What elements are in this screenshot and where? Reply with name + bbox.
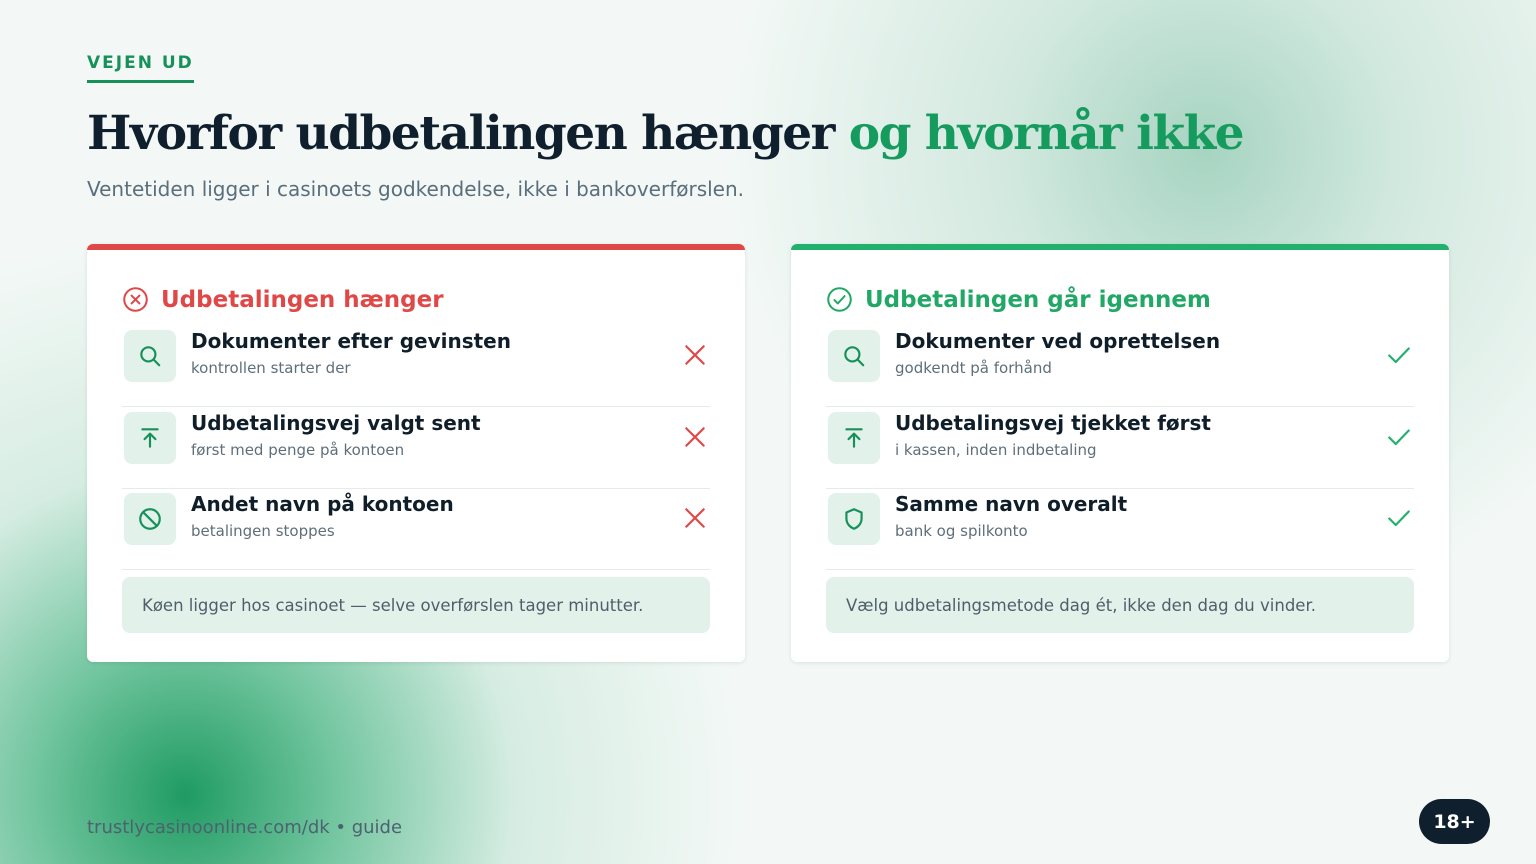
item-title: Udbetalingsvej tjekket først [895,411,1211,435]
footer-source: trustlycasinoonline.com/dk • guide [87,817,403,838]
check-icon [1386,424,1412,450]
search-icon [137,343,163,369]
shield-icon [841,506,867,532]
page-title [87,106,1243,161]
card-title-through [826,286,1211,313]
list-item [122,408,710,489]
item-title: Udbetalingsvej valgt sent [191,411,481,435]
card-note: Køen ligger hos casinoet — selve overførslen tager minutter. [122,577,710,633]
card-payout-through [791,244,1449,662]
cross-icon [682,424,708,450]
card-title-stuck [122,286,444,313]
item-subtitle: godkendt på forhånd [895,359,1052,377]
check-circle-icon [826,286,853,313]
item-title: Andet navn på kontoen [191,492,454,516]
card-note: Vælg udbetalingsmetode dag ét, ikke den dag du vinder. [826,577,1414,633]
page-subtitle: Ventetiden ligger i casinoets godkendelse, ikke i bankoverførslen. [87,177,745,201]
x-circle-icon [122,286,149,313]
page-title-accent: og hvornår ikke [848,106,1244,161]
section-eyebrow: VEJEN UD [87,53,194,83]
item-subtitle: betalingen stoppes [191,522,335,540]
item-subtitle: i kassen, inden indbetaling [895,441,1097,459]
list-item [826,326,1414,407]
list-item [122,489,710,570]
search-icon [841,343,867,369]
page-title-main: Hvorfor udbetalingen hænger [87,106,849,161]
cross-icon [682,505,708,531]
card-payout-stuck [87,244,745,662]
item-subtitle: først med penge på kontoen [191,441,405,459]
list-item [826,489,1414,570]
list-item [122,326,710,407]
cross-icon [682,342,708,368]
ban-icon [137,506,163,532]
upload-arrow-icon [137,425,163,451]
card-title-label: Udbetalingen hænger [161,286,444,313]
age-badge: 18+ [1419,799,1490,844]
upload-arrow-icon [841,425,867,451]
item-title: Dokumenter efter gevinsten [191,329,511,353]
card-title-label: Udbetalingen går igennem [865,286,1211,313]
item-title: Dokumenter ved oprettelsen [895,329,1221,353]
check-icon [1386,505,1412,531]
item-subtitle: bank og spilkonto [895,522,1028,540]
check-icon [1386,342,1412,368]
item-subtitle: kontrollen starter der [191,359,351,377]
item-title: Samme navn overalt [895,492,1128,516]
list-item [826,408,1414,489]
